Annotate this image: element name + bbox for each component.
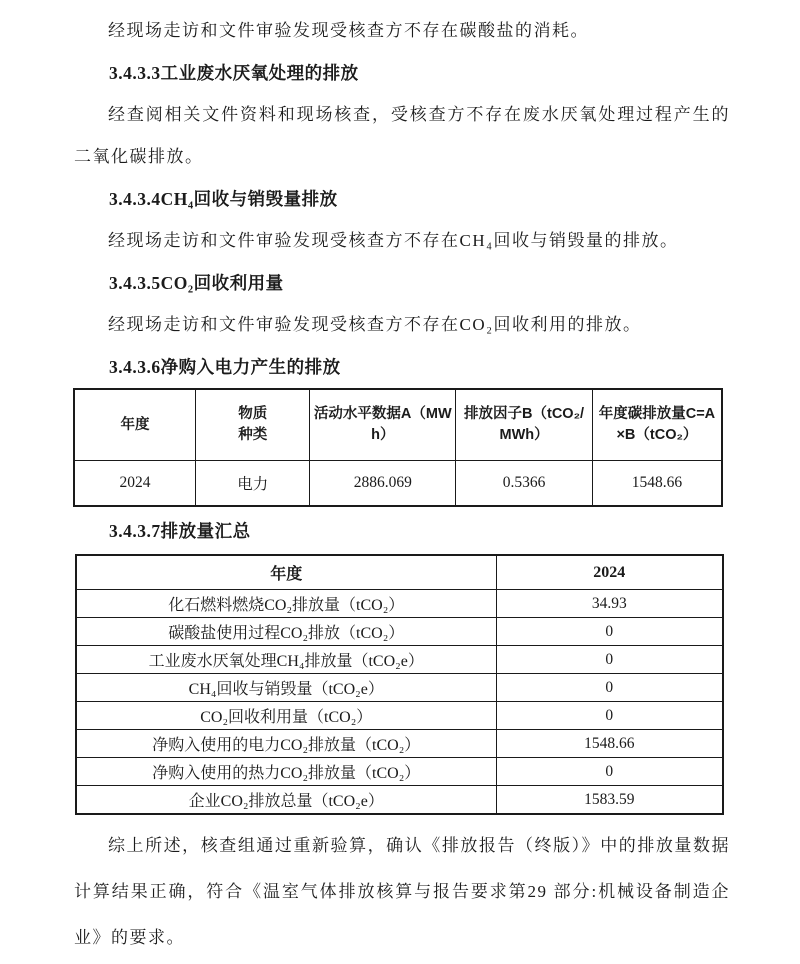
summary-header-row — [76, 555, 723, 590]
header-year: 年度 — [74, 389, 196, 461]
header-annual-emission: 年度碳排放量C=A×B（tCO₂） — [592, 389, 722, 461]
table-row — [76, 730, 723, 758]
header-material-line2: 种类 — [238, 427, 268, 443]
table-row — [76, 786, 723, 815]
row-label: 净购入使用的热力CO₂排放量（tCO₂） — [76, 758, 496, 786]
row-value: 0 — [496, 674, 723, 702]
header-material-type — [196, 389, 310, 461]
summary-header-year: 2024 — [496, 555, 723, 590]
row-value: 0 — [496, 646, 723, 674]
electricity-emission-table — [73, 388, 723, 507]
row-label: 净购入使用的电力CO₂排放量（tCO₂） — [76, 730, 496, 758]
paragraph-co2-recovery: 经现场走访和文件审验发现受核查方不存在CO₂回收利用的排放。 — [108, 315, 642, 334]
electricity-table-data-row — [74, 461, 722, 507]
table-row — [76, 618, 723, 646]
row-label: 碳酸盐使用过程CO₂排放（tCO₂） — [76, 618, 496, 646]
header-material-line1: 物质 — [238, 406, 268, 422]
row-value: 0 — [496, 702, 723, 730]
table-row — [76, 674, 723, 702]
row-label: 企业CO₂排放总量（tCO₂e） — [76, 786, 496, 815]
paragraph-conclusion: 综上所述，核查组通过重新验算，确认《排放报告（终版）》中的排放量数据计算结果正确，符合《温室气体排放核算与报告要求第29 部分:机械设备制造企业》的要求。 — [74, 836, 730, 947]
emission-summary-table — [75, 554, 724, 815]
heading-3-4-3-4: 3.4.3.4CH₄回收与销毁量排放 — [109, 189, 338, 209]
paragraph-ch4-recovery: 经现场走访和文件审验发现受核查方不存在CH₄回收与销毁量的排放。 — [108, 231, 679, 250]
header-activity-data: 活动水平数据A（MWh） — [310, 389, 456, 461]
heading-3-4-3-3: 3.4.3.3工业废水厌氧处理的排放 — [109, 63, 359, 83]
row-label: 工业废水厌氧处理CH₄排放量（tCO₂e） — [76, 646, 496, 674]
heading-3-4-3-7: 3.4.3.7排放量汇总 — [109, 521, 251, 541]
cell-factor: 0.5366 — [456, 461, 593, 507]
table-row — [76, 590, 723, 618]
heading-3-4-3-5: 3.4.3.5CO₂回收利用量 — [109, 273, 284, 293]
cell-year: 2024 — [74, 461, 196, 507]
paragraph-wastewater: 经查阅相关文件资料和现场核查，受核查方不存在废水厌氧处理过程产生的二氧化碳排放。 — [74, 105, 730, 166]
cell-activity: 2886.069 — [310, 461, 456, 507]
summary-header-label: 年度 — [76, 555, 496, 590]
electricity-table-header-row — [74, 389, 722, 461]
row-label: CO₂回收利用量（tCO₂） — [76, 702, 496, 730]
table-row — [76, 758, 723, 786]
row-label: 化石燃料燃烧CO₂排放量（tCO₂） — [76, 590, 496, 618]
cell-material: 电力 — [196, 461, 310, 507]
row-label: CH₄回收与销毁量（tCO₂e） — [76, 674, 496, 702]
header-emission-factor: 排放因子B（tCO₂/MWh） — [456, 389, 593, 461]
row-value: 1548.66 — [496, 730, 723, 758]
row-value: 0 — [496, 618, 723, 646]
cell-emission: 1548.66 — [592, 461, 722, 507]
row-value: 34.93 — [496, 590, 723, 618]
table-row — [76, 646, 723, 674]
row-value: 1583.59 — [496, 786, 723, 815]
row-value: 0 — [496, 758, 723, 786]
table-row — [76, 702, 723, 730]
paragraph-carbonate-consumption: 经现场走访和文件审验发现受核查方不存在碳酸盐的消耗。 — [108, 21, 589, 40]
heading-3-4-3-6: 3.4.3.6净购入电力产生的排放 — [109, 357, 341, 377]
